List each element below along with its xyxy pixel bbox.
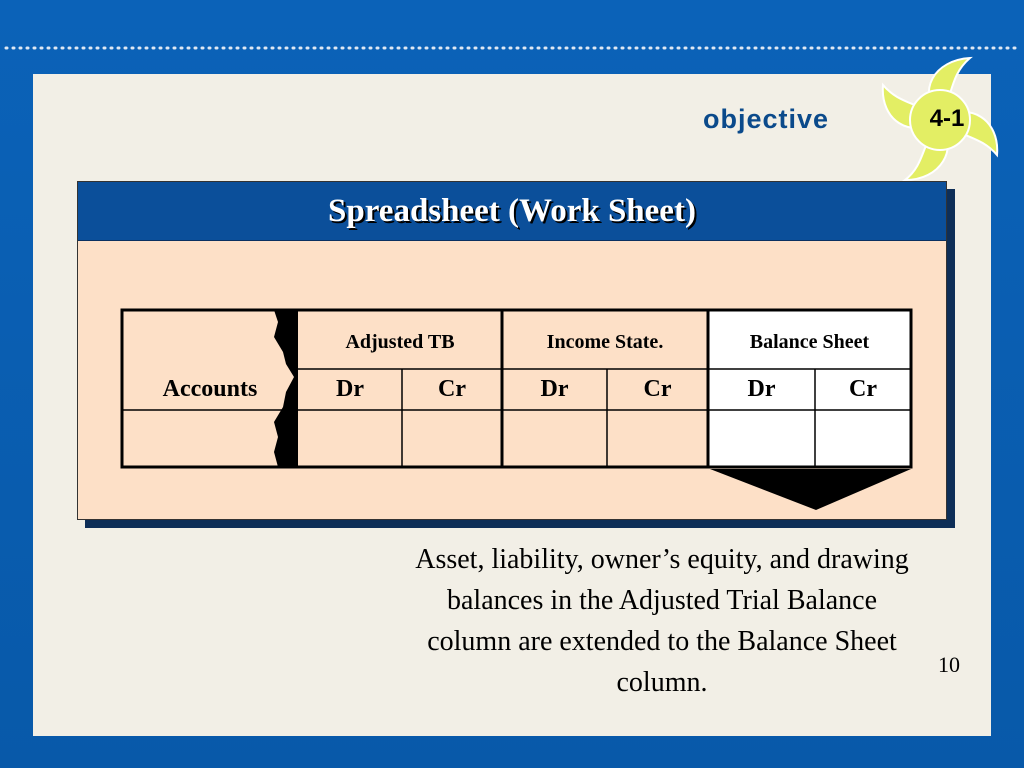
balance-sheet-arrow-icon (710, 469, 911, 510)
accounts-label: Accounts (162, 376, 258, 402)
adjusted-tb-dr: Dr (336, 376, 364, 402)
income-statement-dr: Dr (540, 376, 569, 402)
adjusted-tb-cr: Cr (438, 376, 466, 402)
worksheet-title: Spreadsheet (Work Sheet) (78, 182, 946, 241)
header-balance-sheet: Balance Sheet (749, 331, 870, 353)
income-statement-cr: Cr (643, 376, 672, 402)
header-adjusted-tb: Adjusted TB (345, 331, 455, 353)
page-number: 10 (938, 652, 960, 677)
balance-sheet-cr: Cr (849, 376, 877, 402)
header-income-statement: Income State. (546, 331, 664, 353)
explanation-caption: Asset, liability, owner’s equity, and drawing balances in the Adjusted Trial Balance column are extended to the Balance Sheet column. (415, 544, 909, 698)
worksheet-panel (77, 181, 947, 520)
objective-label: objective (703, 104, 830, 134)
dotted-divider (0, 38, 1024, 58)
balance-sheet-dr: Dr (747, 376, 776, 402)
objective-number: 4-1 (929, 105, 965, 132)
